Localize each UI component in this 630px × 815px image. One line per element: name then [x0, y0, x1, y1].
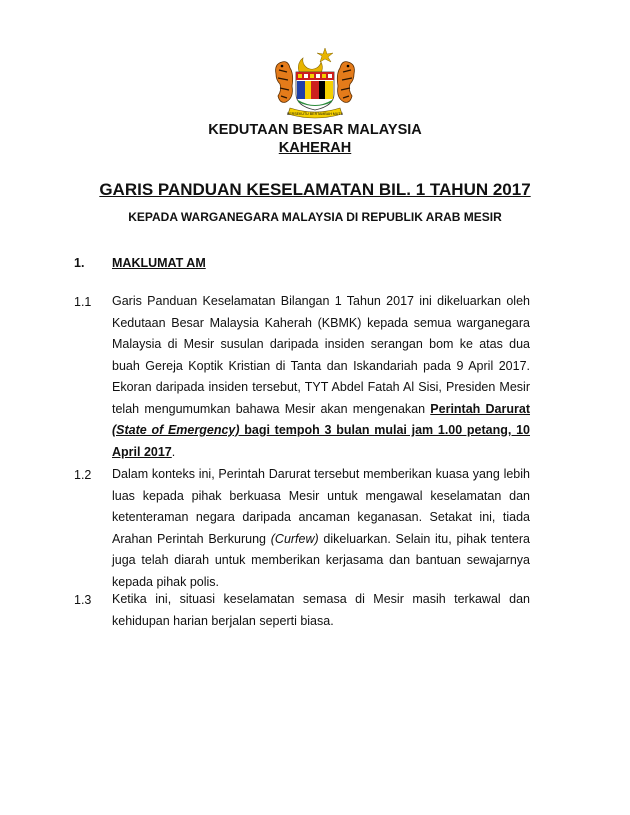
organization-name: KEDUTAAN BESAR MALAYSIA — [208, 122, 422, 138]
malaysia-coat-of-arms-icon — [270, 44, 360, 120]
document-subtitle: KEPADA WARGANEGARA MALAYSIA DI REPUBLIK ARAB MESIR — [128, 210, 502, 224]
organization-city: KAHERAH — [278, 140, 352, 156]
curfew-term: (Curfew) — [270, 531, 319, 546]
paragraph-number: 1.1 — [74, 295, 92, 309]
paragraph-text: Ketika ini, situasi keselamatan semasa di Mesir masih terkawal dan kehidupan harian berjalan seperti biasa. — [112, 592, 530, 628]
paragraph-text-end: . — [171, 444, 176, 459]
section-title: MAKLUMAT AM — [112, 256, 206, 270]
paragraph-1-1 — [112, 291, 530, 463]
paragraph-text: Garis Panduan Keselamatan Bilangan 1 Tahun 2017 ini dikeluarkan oleh Kedutaan Besar Malaysia Kaherah (KBMK) kepada semua warganegara Malaysia di Mesir susulan daripada insiden serangan bom ke atas dua buah Gereja Koptik Kristian di Tanta dan Iskandariah pada 9 April 2017. Ekoran daripada insiden tersebut, TYT Abdel Fatah Al Sisi, Presiden Mesir telah mengumumkan bahawa Mesir akan mengenakan — [112, 294, 530, 416]
paragraph-text: Dalam konteks ini, Perintah Darurat tersebut memberikan kuasa yang lebih luas kepada pihak berkuasa Mesir untuk mengawal keselamatan dan ketenteraman negara daripada ancaman keganasan. Setakat ini, tiada Arahan Perintah Berkurung — [112, 467, 530, 546]
emergency-order-term: Perintah Darurat — [430, 401, 530, 416]
paragraph-1-2 — [112, 464, 530, 593]
paragraph-number: 1.2 — [74, 468, 92, 482]
emergency-period: bagi tempoh 3 bulan mulai jam 1.00 petang, 10 April 2017 — [112, 423, 530, 459]
paragraph-1-3 — [112, 589, 530, 632]
paragraph-text-end: dikeluarkan. Selain itu, pihak tentera juga telah diarah untuk memberikan kerjasama dan bantuan sewajarnya kepada pihak polis. — [112, 531, 530, 589]
crest-motto: BERSEKUTU BERTAMBAH MUTU — [286, 112, 344, 116]
section-number: 1. — [74, 256, 85, 270]
emergency-order-english: (State of Emergency) — [112, 423, 240, 437]
paragraph-number: 1.3 — [74, 593, 92, 607]
document-title: GARIS PANDUAN KESELAMATAN BIL. 1 TAHUN 2017 — [99, 180, 531, 199]
